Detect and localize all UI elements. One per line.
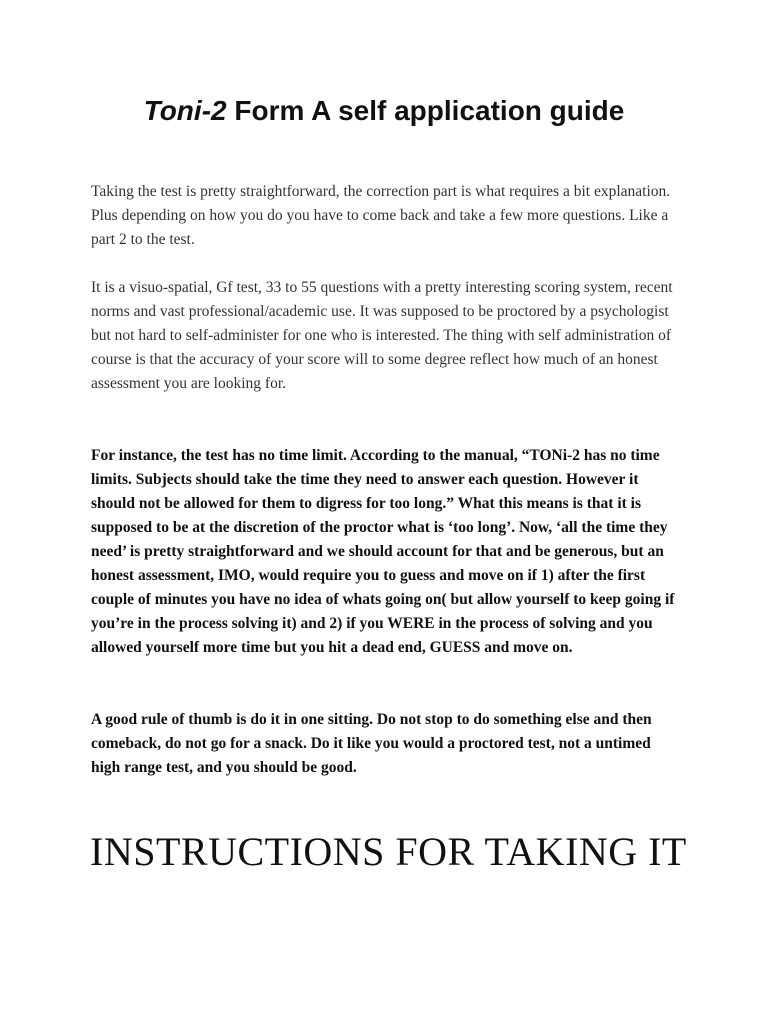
section-heading: INSTRUCTIONS FOR TAKING IT xyxy=(90,829,687,874)
paragraph-rule-of-thumb: A good rule of thumb is do it in one sitting. Do not stop to do something else and then comeback, do not go for a snack. Do it like you would a proctored test, not a untimed high range test, and you should be good. xyxy=(91,711,652,776)
title-italic-part: Toni-2 xyxy=(143,95,227,126)
paragraph-time-limit: For instance, the test has no time limit. According to the manual, “TONi-2 has no time limits. Subjects should take the time they need to answer each question. However it should not be allowed for them to digress for too long.” What this means is that it is supposed to be at the discretion of the proctor what is ‘too long’. Now, ‘all the time they need’ is pretty straightforward and we should account for that and be generous, but an honest assessment, IMO, would require you to guess and move on if 1) after the first couple of minutes you have no idea of whats going on( but allow yourself to keep going if you’re in the process solving it) and 2) if you WERE in the process of solving and you allowed yourself more time but you hit a dead end, GUESS and move on. xyxy=(91,447,675,656)
paragraph-intro: Taking the test is pretty straightforward, the correction part is what requires a bit explanation. Plus depending on how you do you have to come back and take a few more questions. Like a part 2 to the test. xyxy=(91,183,671,248)
title-rest: Form A self application guide xyxy=(226,95,625,126)
paragraph-test-description: It is a visuo-spatial, Gf test, 33 to 55 questions with a pretty interesting scoring system, recent norms and vast professional/academic use. It was supposed to be proctored by a psychologist but not hard to self-administer for one who is interested. The thing with self administration of course is that the accuracy of your score will to some degree reflect how much of an honest assessment you are looking for. xyxy=(91,279,673,392)
document-title xyxy=(0,92,768,130)
